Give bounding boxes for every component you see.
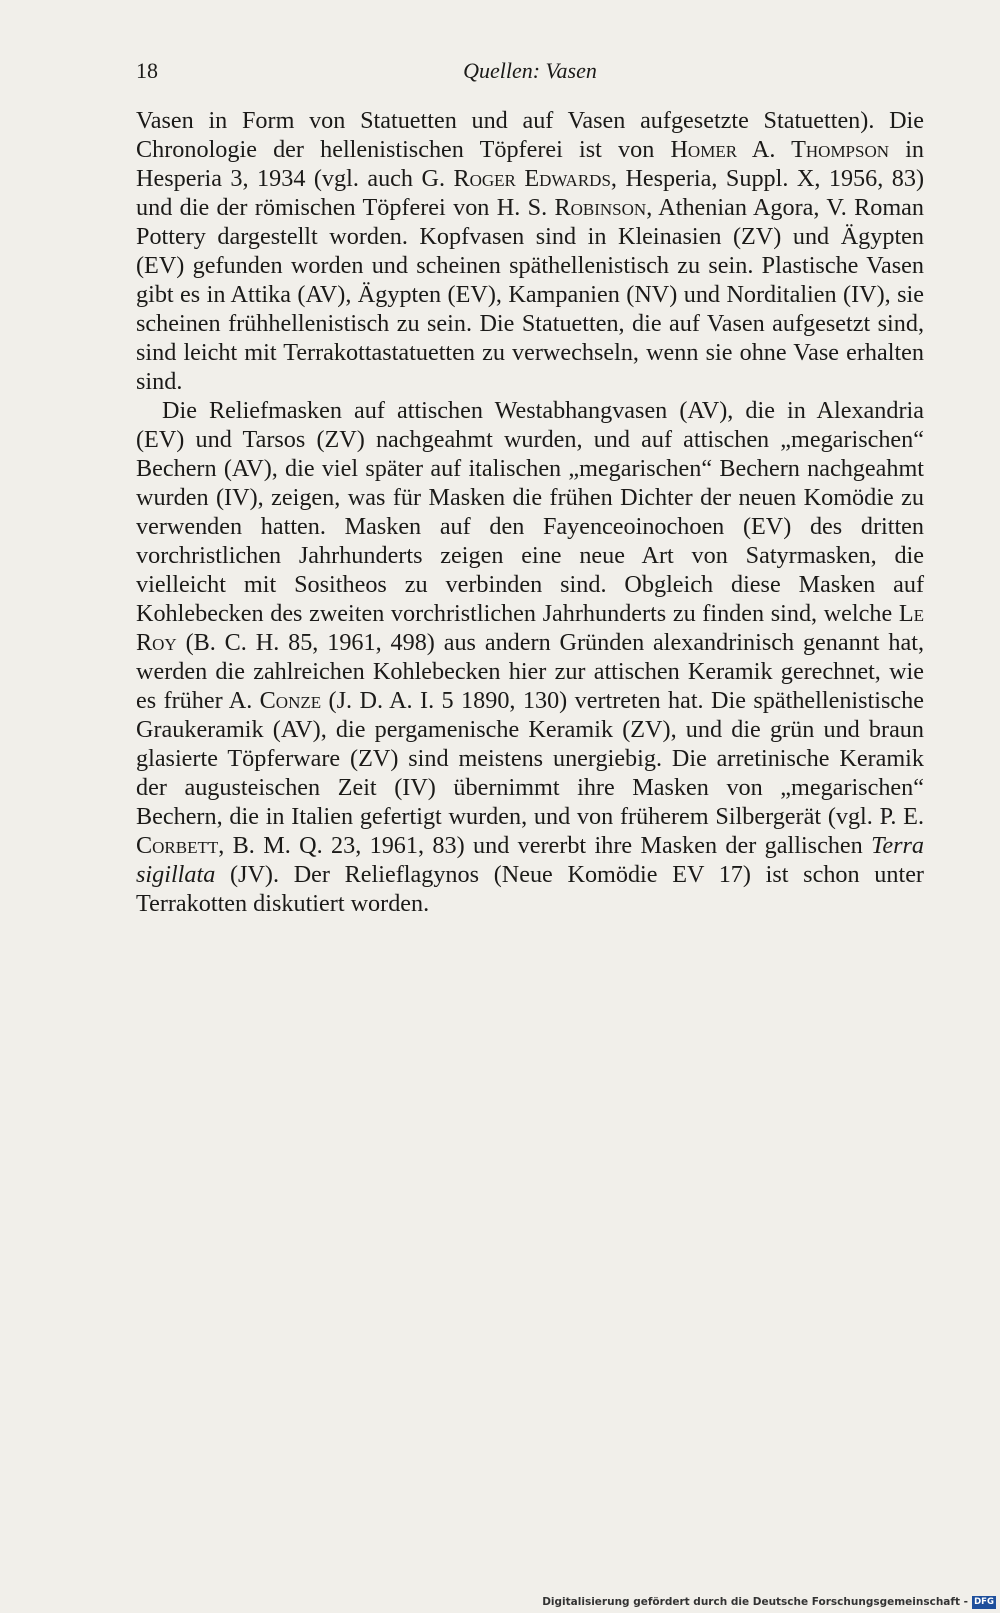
text-run: , B. M. Q. 23, 1961, 83) und vererbt ihre Masken der gallischen [218,832,872,859]
page-number: 18 [136,58,158,83]
italic-term: Terra sigillata [136,832,924,888]
paragraph [136,396,924,918]
author-name: Conze [259,687,322,714]
author-name: Homer A. Thompson [670,136,890,163]
text-run: in Hesperia 3, 1934 (vgl. auch G. [136,136,925,192]
page-header [136,58,924,98]
author-name: Roger Edwards [453,165,611,192]
text-run: (B. C. H. 85, 1961, 498) aus andern Gründen alexandrinisch genannt hat, werden die zahlreichen Kohlebecken hier zur attischen Keramik gerechnet, wie es früher A. [136,629,924,714]
author-name: Robinson [554,194,647,221]
body-text [136,106,924,918]
author-name: Corbett [136,832,219,859]
digitization-footer [542,1593,996,1611]
dfg-logo-icon: DFG [972,1596,996,1609]
text-run: Vasen in Form von Statuetten und auf Vasen aufgesetzte Statuetten). Die Chronologie der hellenistischen Töpferei ist von [136,107,924,163]
paragraph [136,106,924,396]
text-run: , Athenian Agora, V. Roman Pottery dargestellt worden. Kopfvasen sind in Kleinasien (ZV) und Ägypten (EV) gefunden worden und scheinen späthellenistisch zu sein. Plastische Vasen gibt es in Attika (AV), Ägypten (EV), Kampanien (NV) und Norditalien (IV), sie scheinen frühhellenistisch zu sein. Die Statuetten, die auf Vasen aufgesetzt sind, sind leicht mit Terrakottastatuetten zu verwechseln, wenn sie ohne Vase erhalten sind. [136,194,924,395]
text-run: (J. D. A. I. 5 1890, 130) vertreten hat. Die späthellenistische Graukeramik (AV), die pergamenische Keramik (ZV), und die grün und braun glasierte Töpferware (ZV) sind meistens unergiebig. Die arretinische Keramik der augusteischen Zeit (IV) übernimmt ihre Masken von „megarischen“ Bechern, die in Italien gefertigt wurden, und von früherem Silbergerät (vgl. P. E. [136,687,924,830]
text-run: Die Reliefmasken auf attischen Westabhangvasen (AV), die in Alexandria (EV) und Tarsos (ZV) nachgeahmt wurden, und auf attischen „megarischen“ Bechern (AV), die viel später auf italischen „megarischen“ Bechern nachgeahmt wurden (IV), zeigen, was für Masken die frühen Dichter der neuen Komödie zu verwenden hatten. Masken auf den Fayenceoinochoen (EV) des dritten vorchristlichen Jahrhunderts zeigen eine neue Art von Satyrmasken, die vielleicht mit Sositheos zu verbinden sind. Obgleich diese Masken auf Kohlebecken des zweiten vorchristlichen Jahrhunderts zu finden sind, welche [136,397,924,627]
author-name: Le Roy [136,600,924,656]
text-run: (JV). Der Relieflagynos (Neue Komödie EV 17) ist schon unter Terrakotten diskutiert worden. [136,861,924,917]
footer-credit: Digitalisierung gefördert durch die Deutsche Forschungsgemeinschaft - [542,1596,968,1608]
text-run: , Hesperia, Suppl. X, 1956, 83) und die der römischen Töpferei von H. S. [136,165,924,221]
running-title: Quellen: Vasen [463,58,597,83]
